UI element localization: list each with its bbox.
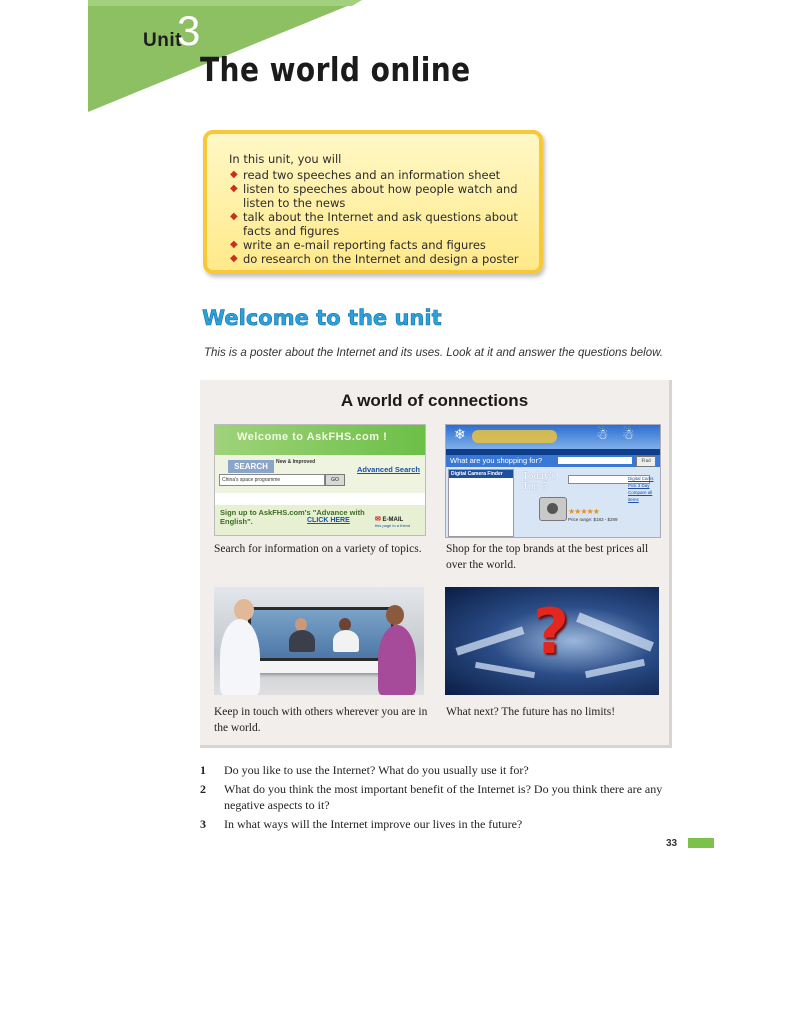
poster-title: A world of connections (340, 391, 529, 410)
bullet-icon: ◆ (230, 183, 238, 194)
objective-item-continued: facts and figures (243, 224, 340, 238)
bullet-icon: ◆ (230, 169, 238, 180)
find-button: Find (636, 456, 656, 467)
objectives-intro: In this unit, you will (229, 152, 342, 166)
panel-caption: Keep in touch with others wherever you are in the world. (214, 706, 428, 734)
objective-item: ◆ do research on the Internet and design a poster (230, 252, 519, 266)
unit-number: 3 (177, 7, 201, 54)
objective-item: ◆ read two speeches and an information sheet (230, 168, 501, 182)
poster (200, 380, 672, 748)
bullet-icon: ◆ (230, 211, 238, 222)
unit-label: Unit (143, 30, 182, 51)
future-image (445, 587, 659, 695)
panel-caption: What next? The future has no limits! (446, 706, 616, 718)
questions-list (200, 762, 680, 835)
panel-caption: Search for information on a variety of topics. (214, 543, 422, 555)
objectives-box (203, 130, 543, 274)
shopping-site-image (445, 424, 661, 538)
section-instruction: This is a poster about the Internet and its uses. Look at it and answer the questions below. (204, 347, 664, 359)
new-improved-label: New & Improved (276, 459, 316, 465)
bullet-icon: ◆ (230, 253, 238, 264)
today-top5: Today's Top 5 (522, 470, 556, 492)
snowman-icon: ☃ (622, 428, 635, 443)
side-links: Digital Cams Pick 3 Day Compare all items (628, 476, 654, 502)
video-screen (248, 607, 394, 661)
search-label: SEARCH (228, 460, 274, 473)
site-banner: Welcome to AskFHS.com ! (237, 431, 388, 443)
search-input: China's space programme (219, 474, 325, 486)
go-button: GO (325, 474, 345, 486)
snowflake-icon: ❄ (454, 428, 466, 443)
page-number-bar (688, 838, 714, 848)
objective-item: ◆ listen to speeches about how people watch and (230, 182, 518, 196)
price-range: Price range: $183 - $289 (568, 517, 618, 522)
site-logo (472, 430, 557, 443)
objective-item: ◆ talk about the Internet and ask questions about (230, 210, 518, 224)
rating-stars: ★★★★★ (568, 507, 599, 516)
section-heading: Welcome to the unit (202, 306, 442, 330)
objective-item-continued: listen to the news (243, 196, 346, 210)
bullet-icon: ◆ (230, 239, 238, 250)
question-mark-icon: ? (533, 595, 569, 668)
envelope-icon: ✉ (375, 516, 381, 523)
video-conference-photo (214, 587, 424, 695)
shop-prompt: What are you shopping for? (450, 456, 543, 465)
camera-finder: Digital Camera Finder (448, 469, 514, 537)
question-item: 1 Do you like to use the Internet? What do you usually use it for? (200, 763, 529, 777)
click-here-link: CLICK HERE (307, 517, 350, 524)
objective-item: ◆ write an e-mail reporting facts and figures (230, 238, 486, 252)
signup-text: Sign up to AskFHS.com's "Advance with English". (220, 508, 365, 526)
page-number: 33 (666, 838, 678, 849)
snowman-icon: ☃ (596, 428, 609, 443)
page-title: The world online (200, 50, 471, 89)
email-link: ✉ E-MAIL this page to a friend (375, 516, 411, 528)
advanced-search-link: Advanced Search (357, 465, 420, 474)
question-item: 2 What do you think the most important benefit of the Internet is? Do you think there are any negative aspects to it? (200, 782, 663, 812)
camera-icon (539, 497, 567, 521)
panel-caption: Shop for the top brands at the best prices all over the world. (446, 543, 649, 571)
search-site-image (214, 424, 426, 536)
question-item: 3 In what ways will the Internet improve our lives in the future? (200, 817, 523, 831)
